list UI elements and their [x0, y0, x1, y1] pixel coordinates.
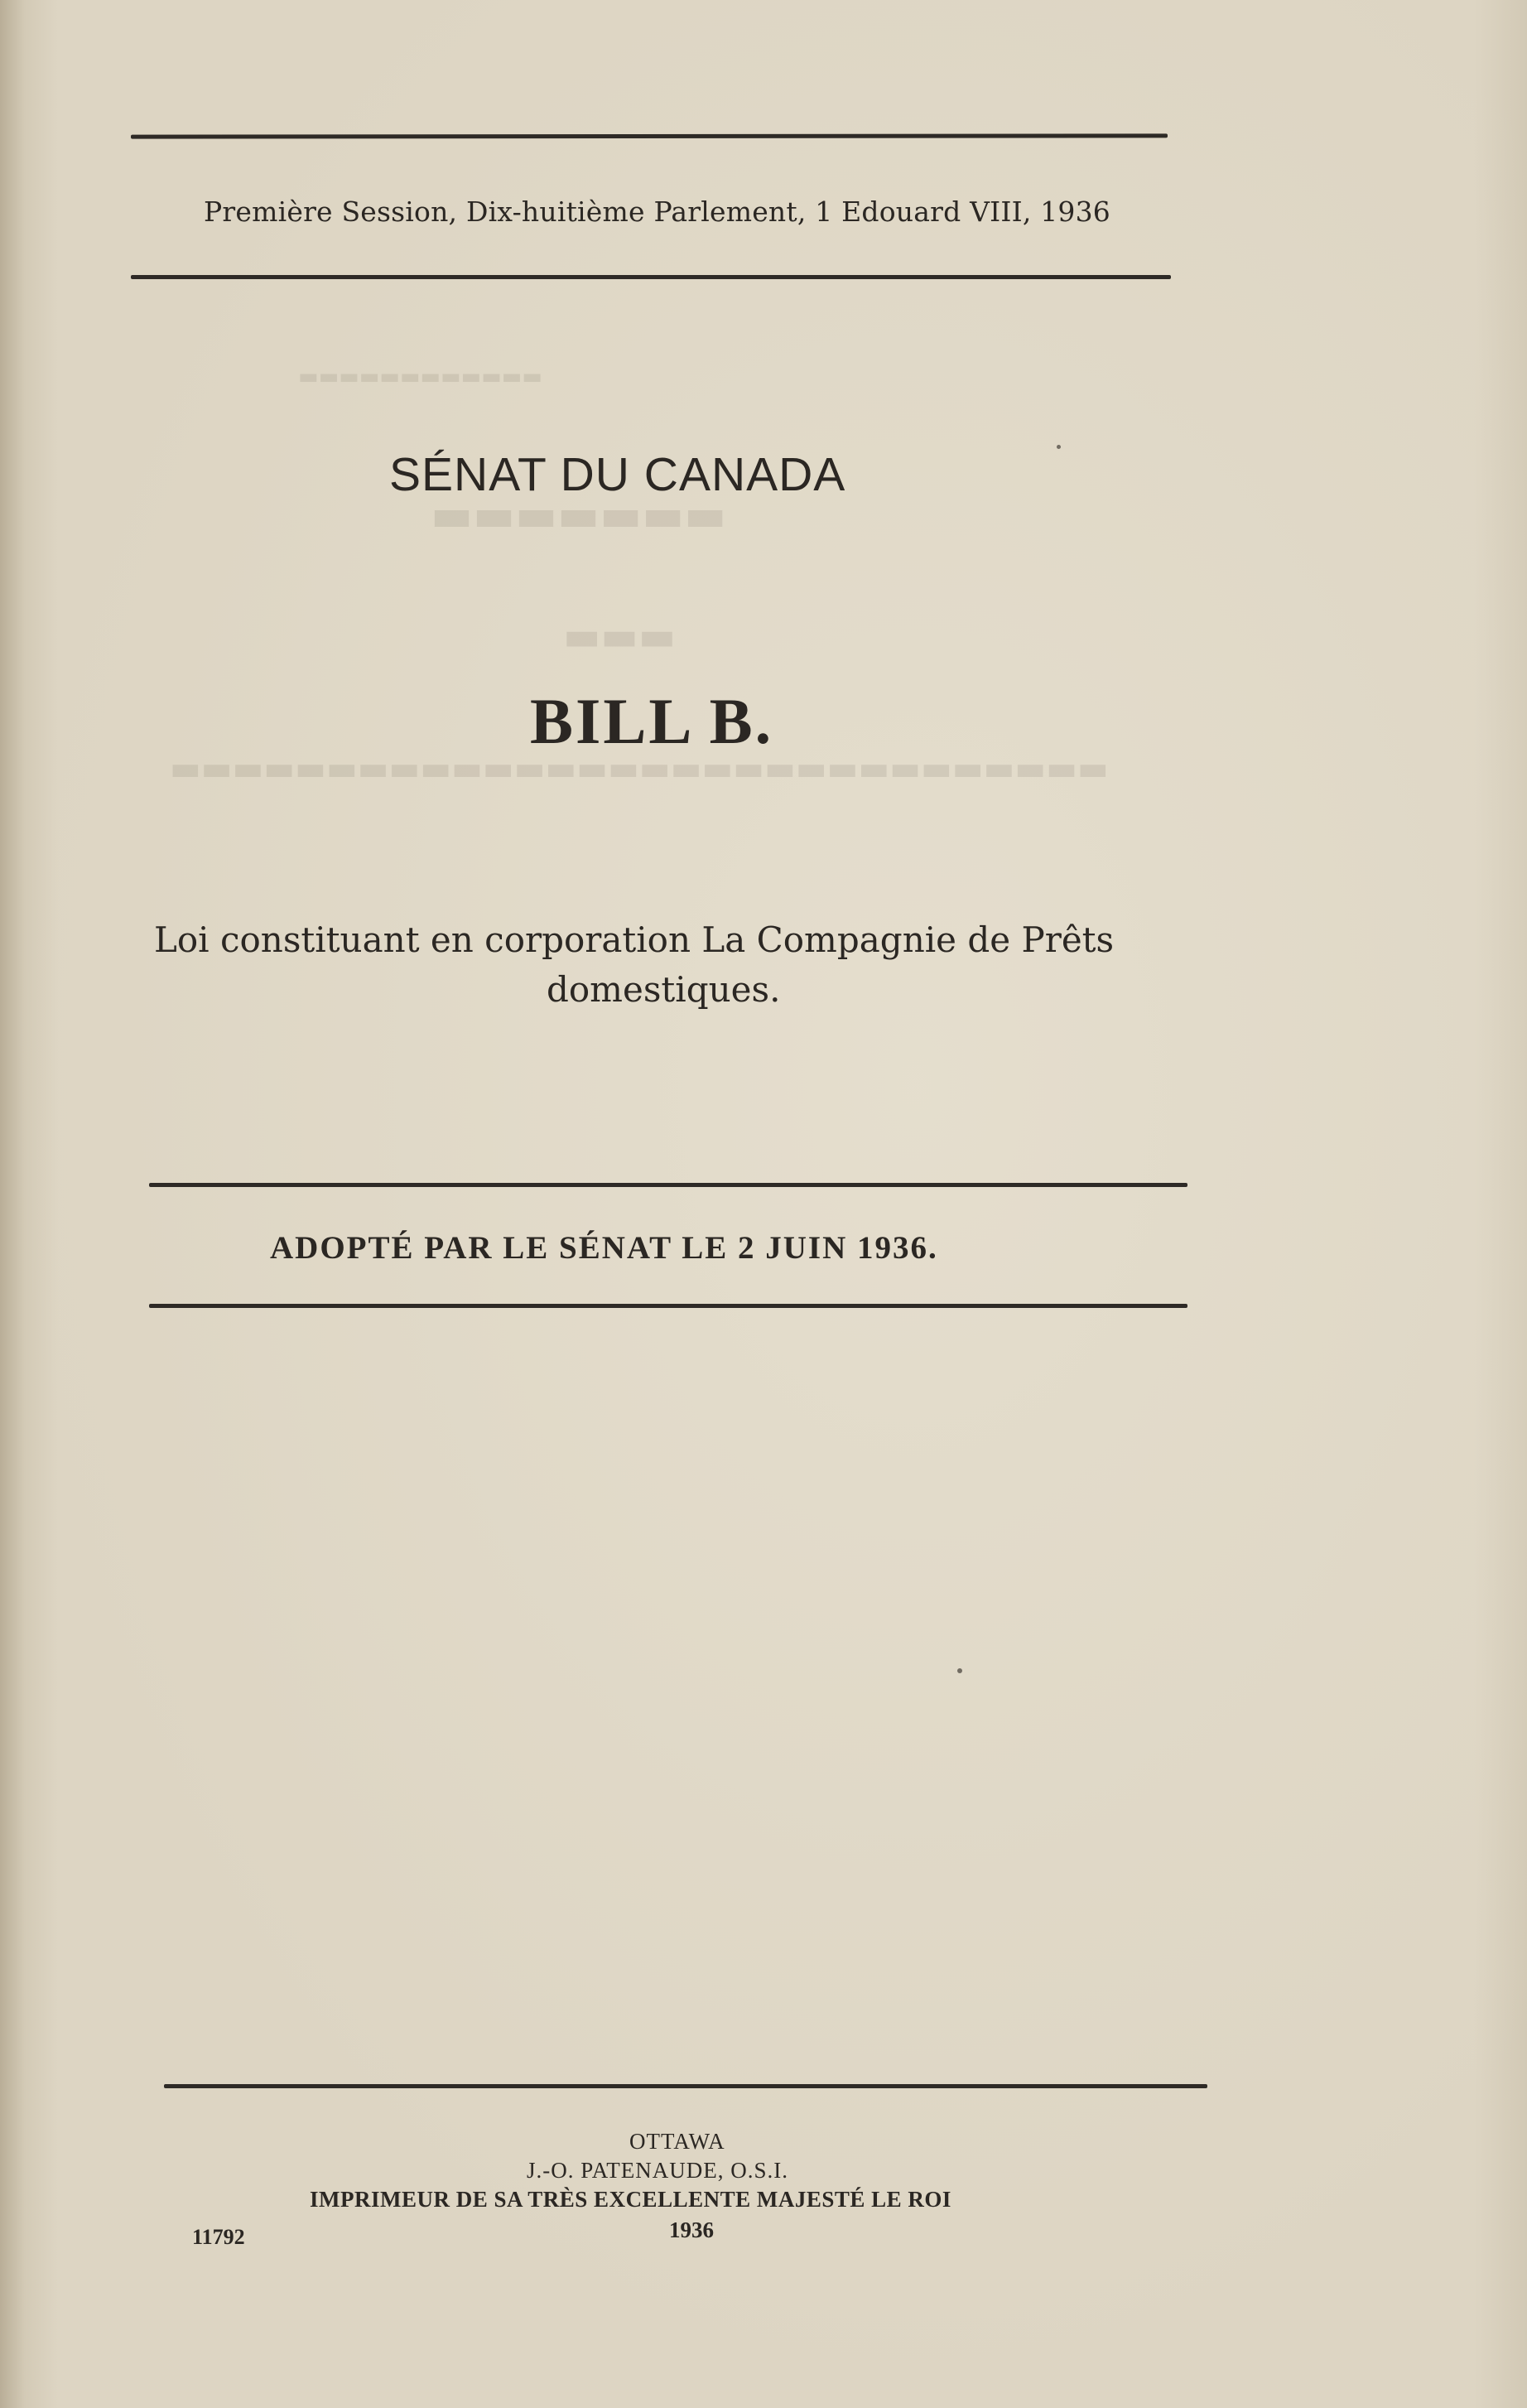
- document-number: 11792: [192, 2225, 245, 2249]
- adoption-rule-lower: [149, 1304, 1187, 1308]
- senate-heading: SÉNAT DU CANADA: [389, 448, 846, 501]
- bleed-through-texture: ▬▬▬▬▬▬▬▬▬▬▬▬: [298, 364, 542, 389]
- bleed-through-texture: ▬▬▬▬▬▬▬: [431, 489, 727, 541]
- bill-description-line-2: domestiques.: [547, 969, 781, 1010]
- bleed-through-texture: ▬▬▬: [563, 613, 677, 659]
- session-line: Première Session, Dix-huitième Parlement, 1 Edouard VIII, 1936: [204, 195, 1111, 228]
- top-rule-lower: [131, 275, 1171, 279]
- bleed-through-texture: ▬▬▬▬▬▬▬▬▬▬▬▬▬▬▬▬▬▬▬▬▬▬▬▬▬▬▬▬▬▬: [170, 750, 1109, 788]
- imprint-rule: [164, 2084, 1207, 2088]
- bill-title: BILL B.: [530, 685, 774, 757]
- imprint-printer-title: IMPRIMEUR DE SA TRÈS EXCELLENTE MAJESTÉ LE ROI: [310, 2187, 951, 2212]
- imprint-year: 1936: [669, 2217, 714, 2242]
- adoption-notice: ADOPTÉ PAR LE SÉNAT LE 2 JUIN 1936.: [270, 1230, 938, 1266]
- adoption-rule-upper: [149, 1183, 1187, 1187]
- ink-speck: [957, 1668, 962, 1673]
- ink-speck: [1057, 445, 1061, 449]
- imprint-printer: J.-O. PATENAUDE, O.S.I.: [527, 2158, 789, 2183]
- imprint-city: OTTAWA: [629, 2129, 725, 2154]
- bill-description-line-1: Loi constituant en corporation La Compagnie de Prêts: [154, 919, 1115, 960]
- top-rule-upper: [131, 133, 1168, 138]
